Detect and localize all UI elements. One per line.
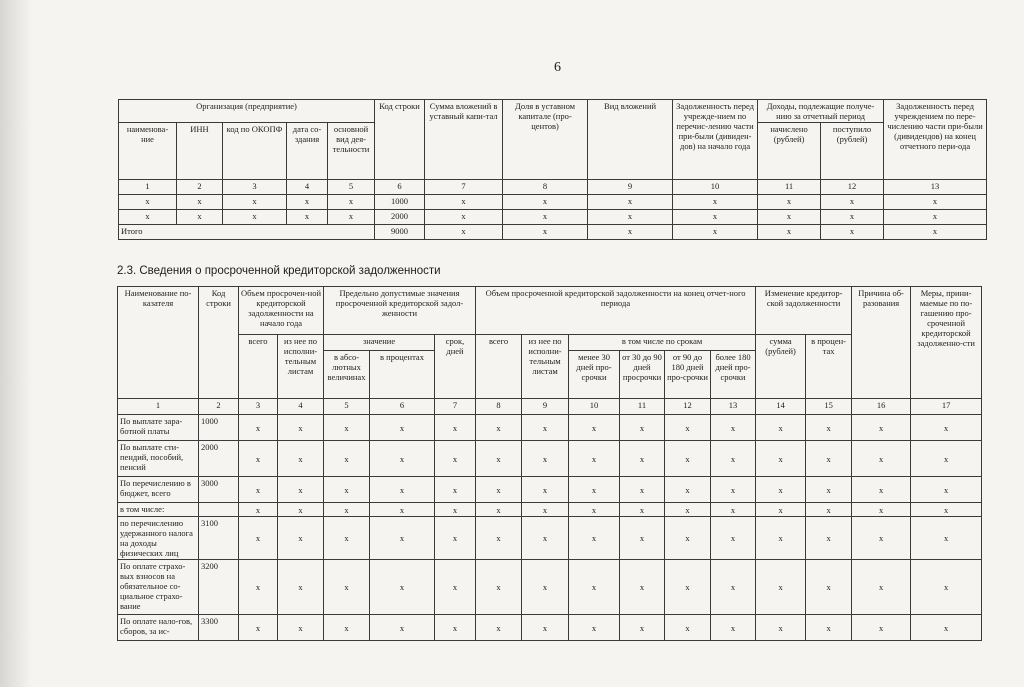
cell: x: [711, 560, 756, 615]
column-numbers-row: [119, 180, 987, 195]
cell: x: [328, 195, 375, 210]
cell: x: [756, 441, 806, 477]
cell: x: [711, 517, 756, 560]
cell: x: [806, 517, 852, 560]
overdue-debt-table: [117, 286, 982, 641]
cell: x: [711, 503, 756, 517]
cell: x: [569, 615, 620, 641]
header-term: срок, дней: [435, 335, 476, 399]
header-income: Доходы, подлежащие получе-нию за отчетный период: [758, 100, 884, 123]
table-row: [118, 615, 982, 641]
header-invest: Сумма вложений в уставный капи-тал: [425, 100, 503, 180]
header-percent: в процентах: [370, 351, 435, 399]
table-row: [118, 560, 982, 615]
cell: x: [758, 195, 821, 210]
cell: x: [569, 517, 620, 560]
cell: x: [239, 441, 278, 477]
cell: x: [806, 477, 852, 503]
cell: x: [435, 477, 476, 503]
cell: x: [425, 210, 503, 225]
cell: x: [852, 415, 911, 441]
header-inn: ИНН: [177, 123, 223, 180]
cell: x: [177, 195, 223, 210]
row-label: в том числе:: [118, 503, 199, 517]
cell: x: [884, 210, 987, 225]
cell: x: [324, 415, 370, 441]
cell: x: [852, 441, 911, 477]
cell: x: [177, 210, 223, 225]
cell: x: [806, 415, 852, 441]
row-code: [199, 503, 239, 517]
col-number: 3: [239, 399, 278, 415]
row-label: по перечислению удержанного налога на доходы физических лиц: [118, 517, 199, 560]
cell: x: [806, 503, 852, 517]
table-row: [119, 210, 987, 225]
cell: x: [852, 560, 911, 615]
cell: x: [756, 503, 806, 517]
header-accrued: начислено (рублей): [758, 123, 821, 180]
cell: x: [665, 477, 711, 503]
cell: x: [476, 503, 522, 517]
cell: x: [758, 225, 821, 240]
table-row: [118, 477, 982, 503]
row-label: По выплате сти-пендий, пособий, пенсий: [118, 441, 199, 477]
cell: x: [711, 415, 756, 441]
cell: x: [119, 195, 177, 210]
cell: x: [503, 210, 588, 225]
section-title: 2.3. Сведения о просроченной кредиторской задолженности: [117, 265, 441, 277]
header-of-which-exec2: из нее по исполни-тельным листам: [522, 335, 569, 399]
header-total: всего: [239, 335, 278, 399]
cell: x: [911, 615, 982, 641]
cell: x: [425, 225, 503, 240]
cell: x: [852, 517, 911, 560]
cell: x: [328, 210, 375, 225]
cell: x: [476, 560, 522, 615]
cell: x: [435, 517, 476, 560]
cell: x: [758, 210, 821, 225]
col-number: 6: [375, 180, 425, 195]
cell: x: [239, 415, 278, 441]
header-indicator: Наименование по-казателя: [118, 287, 199, 399]
cell: x: [278, 517, 324, 560]
row-code: 3000: [199, 477, 239, 503]
header-pct: в процен-тах: [806, 335, 852, 399]
cell: x: [806, 615, 852, 641]
row-label: По оплате нало-гов, сборов, за ис-: [118, 615, 199, 641]
cell: x: [522, 560, 569, 615]
table-row: [118, 415, 982, 441]
investments-table: [118, 99, 987, 240]
col-number: 6: [370, 399, 435, 415]
cell: x: [756, 415, 806, 441]
column-numbers-row: [118, 399, 982, 415]
cell-code: 2000: [375, 210, 425, 225]
row-label: По выплате зара-ботной платы: [118, 415, 199, 441]
header-reason: Причина об-разования: [852, 287, 911, 399]
cell: x: [370, 560, 435, 615]
cell: x: [665, 503, 711, 517]
col-number: 12: [665, 399, 711, 415]
cell: x: [665, 615, 711, 641]
cell: x: [620, 477, 665, 503]
cell: x: [569, 441, 620, 477]
cell: x: [239, 503, 278, 517]
cell: x: [620, 441, 665, 477]
cell: x: [370, 441, 435, 477]
row-code: 3100: [199, 517, 239, 560]
col-number: 15: [806, 399, 852, 415]
header-by-terms: в том числе по срокам: [569, 335, 756, 351]
header-90-180: от 90 до 180 дней про-срочки: [665, 351, 711, 399]
cell: x: [569, 503, 620, 517]
cell: x: [370, 415, 435, 441]
col-number: 2: [199, 399, 239, 415]
cell: x: [503, 195, 588, 210]
cell: x: [476, 517, 522, 560]
col-number: 11: [620, 399, 665, 415]
cell: x: [476, 415, 522, 441]
cell: x: [435, 441, 476, 477]
cell: x: [324, 615, 370, 641]
cell: x: [239, 615, 278, 641]
total-code: 9000: [375, 225, 425, 240]
cell: x: [588, 210, 673, 225]
table-row: [118, 517, 982, 560]
cell: x: [223, 210, 287, 225]
cell: x: [756, 615, 806, 641]
col-number: 5: [328, 180, 375, 195]
cell: x: [852, 503, 911, 517]
cell: x: [522, 415, 569, 441]
header-sum: сумма (рублей): [756, 335, 806, 399]
cell: x: [911, 415, 982, 441]
cell-code: 1000: [375, 195, 425, 210]
header-30-90: от 30 до 90 дней просрочки: [620, 351, 665, 399]
col-number: 8: [503, 180, 588, 195]
col-number: 8: [476, 399, 522, 415]
cell: x: [223, 195, 287, 210]
cell: x: [278, 615, 324, 641]
cell: x: [884, 225, 987, 240]
cell: x: [588, 225, 673, 240]
cell: x: [522, 477, 569, 503]
cell: x: [503, 225, 588, 240]
cell: x: [287, 195, 328, 210]
col-number: 9: [588, 180, 673, 195]
cell: x: [911, 503, 982, 517]
header-limits: Предельно допустимые значения просроченной кредиторской задол-женности: [324, 287, 476, 335]
cell: x: [278, 477, 324, 503]
cell: x: [287, 210, 328, 225]
header-share: Доля в уставном капитале (про-центов): [503, 100, 588, 180]
cell: x: [324, 503, 370, 517]
cell: x: [756, 517, 806, 560]
cell: x: [239, 517, 278, 560]
header-abs: в абсо-лютных величинах: [324, 351, 370, 399]
cell: x: [569, 477, 620, 503]
table-body: [118, 415, 982, 641]
cell: x: [278, 441, 324, 477]
col-number: 5: [324, 399, 370, 415]
cell: x: [370, 477, 435, 503]
cell: x: [569, 415, 620, 441]
cell: x: [821, 210, 884, 225]
cell: x: [665, 517, 711, 560]
cell: x: [425, 195, 503, 210]
header-code: Код строки: [375, 100, 425, 180]
header-value: значение: [324, 335, 435, 351]
cell: x: [588, 195, 673, 210]
header-volume-start: Объем просрочен-ной кредиторской задолженности на начало года: [239, 287, 324, 335]
cell: x: [278, 415, 324, 441]
table-row: [118, 503, 982, 517]
cell: x: [119, 210, 177, 225]
col-number: 13: [884, 180, 987, 195]
cell: x: [370, 503, 435, 517]
header-of-which-exec: из нее по исполни-тельным листам: [278, 335, 324, 399]
cell: x: [476, 477, 522, 503]
cell: x: [711, 477, 756, 503]
cell: x: [911, 560, 982, 615]
cell: x: [476, 441, 522, 477]
row-code: 1000: [199, 415, 239, 441]
header-kind: Вид вложений: [588, 100, 673, 180]
cell: x: [370, 517, 435, 560]
cell: x: [522, 503, 569, 517]
page-number: 6: [554, 60, 561, 75]
row-code: 2000: [199, 441, 239, 477]
cell: x: [821, 225, 884, 240]
cell: x: [324, 441, 370, 477]
header-name: наименова-ние: [119, 123, 177, 180]
total-row: [119, 225, 987, 240]
cell: x: [821, 195, 884, 210]
col-number: 16: [852, 399, 911, 415]
col-number: 12: [821, 180, 884, 195]
cell: x: [569, 560, 620, 615]
col-number: 10: [673, 180, 758, 195]
header-lt30: менее 30 дней про-срочки: [569, 351, 620, 399]
col-number: 13: [711, 399, 756, 415]
cell: x: [911, 477, 982, 503]
cell: x: [522, 615, 569, 641]
cell: x: [324, 477, 370, 503]
header-change: Изменение кредитор-ской задолженности: [756, 287, 852, 335]
row-label: По оплате страхо-вых взносов на обязательное со-циальное страхо-вание: [118, 560, 199, 615]
cell: x: [673, 195, 758, 210]
cell: x: [711, 441, 756, 477]
header-activity: основной вид дея-тельности: [328, 123, 375, 180]
table-row: [118, 441, 982, 477]
col-number: 7: [425, 180, 503, 195]
cell: x: [852, 477, 911, 503]
cell: x: [673, 210, 758, 225]
cell: x: [476, 615, 522, 641]
cell: x: [239, 560, 278, 615]
col-number: 2: [177, 180, 223, 195]
cell: x: [620, 560, 665, 615]
cell: x: [620, 415, 665, 441]
cell: x: [665, 441, 711, 477]
col-number: 10: [569, 399, 620, 415]
col-number: 4: [287, 180, 328, 195]
cell: x: [911, 517, 982, 560]
cell: x: [711, 615, 756, 641]
total-label: Итого: [119, 225, 375, 240]
cell: x: [756, 477, 806, 503]
cell: x: [239, 477, 278, 503]
cell: x: [435, 560, 476, 615]
col-number: 17: [911, 399, 982, 415]
cell: x: [620, 517, 665, 560]
header-okopf: код по ОКОПФ: [223, 123, 287, 180]
cell: x: [665, 415, 711, 441]
cell: x: [370, 615, 435, 641]
col-number: 7: [435, 399, 476, 415]
col-number: 11: [758, 180, 821, 195]
header-measures: Меры, прини-маемые по по-гашению про-сроченной кредиторской задолженно-сти: [911, 287, 982, 399]
cell: x: [435, 615, 476, 641]
cell: x: [278, 503, 324, 517]
row-code: 3200: [199, 560, 239, 615]
header-total2: всего: [476, 335, 522, 399]
col-number: 3: [223, 180, 287, 195]
cell: x: [884, 195, 987, 210]
header-volume-end: Объем просроченной кредиторской задолженности на конец отчет-ного периода: [476, 287, 756, 335]
cell: x: [806, 441, 852, 477]
header-debt-start: Задолженность перед учрежде-нием по перечис-лению части при-были (дивиден-дов) на начало года: [673, 100, 758, 180]
row-code: 3300: [199, 615, 239, 641]
cell: x: [852, 615, 911, 641]
cell: x: [435, 415, 476, 441]
scan-shadow: [0, 0, 32, 687]
cell: x: [324, 517, 370, 560]
header-debt-end: Задолженность перед учреждением по пере-числению части при-были (дивидендов) на конец отчетного пери-ода: [884, 100, 987, 180]
col-number: 9: [522, 399, 569, 415]
header-org: Организация (предприятие): [119, 100, 375, 123]
cell: x: [620, 503, 665, 517]
col-number: 1: [118, 399, 199, 415]
col-number: 14: [756, 399, 806, 415]
cell: x: [522, 517, 569, 560]
header-date: дата со-здания: [287, 123, 328, 180]
cell: x: [324, 560, 370, 615]
cell: x: [620, 615, 665, 641]
cell: x: [911, 441, 982, 477]
cell: x: [522, 441, 569, 477]
col-number: 4: [278, 399, 324, 415]
cell: x: [673, 225, 758, 240]
col-number: 1: [119, 180, 177, 195]
cell: x: [756, 560, 806, 615]
row-label: По перечислению в бюджет, всего: [118, 477, 199, 503]
table-row: [119, 195, 987, 210]
header-gt180: более 180 дней про-срочки: [711, 351, 756, 399]
cell: x: [806, 560, 852, 615]
cell: x: [665, 560, 711, 615]
cell: x: [435, 503, 476, 517]
cell: x: [278, 560, 324, 615]
header-received: поступило (рублей): [821, 123, 884, 180]
header-code: Код строки: [199, 287, 239, 399]
